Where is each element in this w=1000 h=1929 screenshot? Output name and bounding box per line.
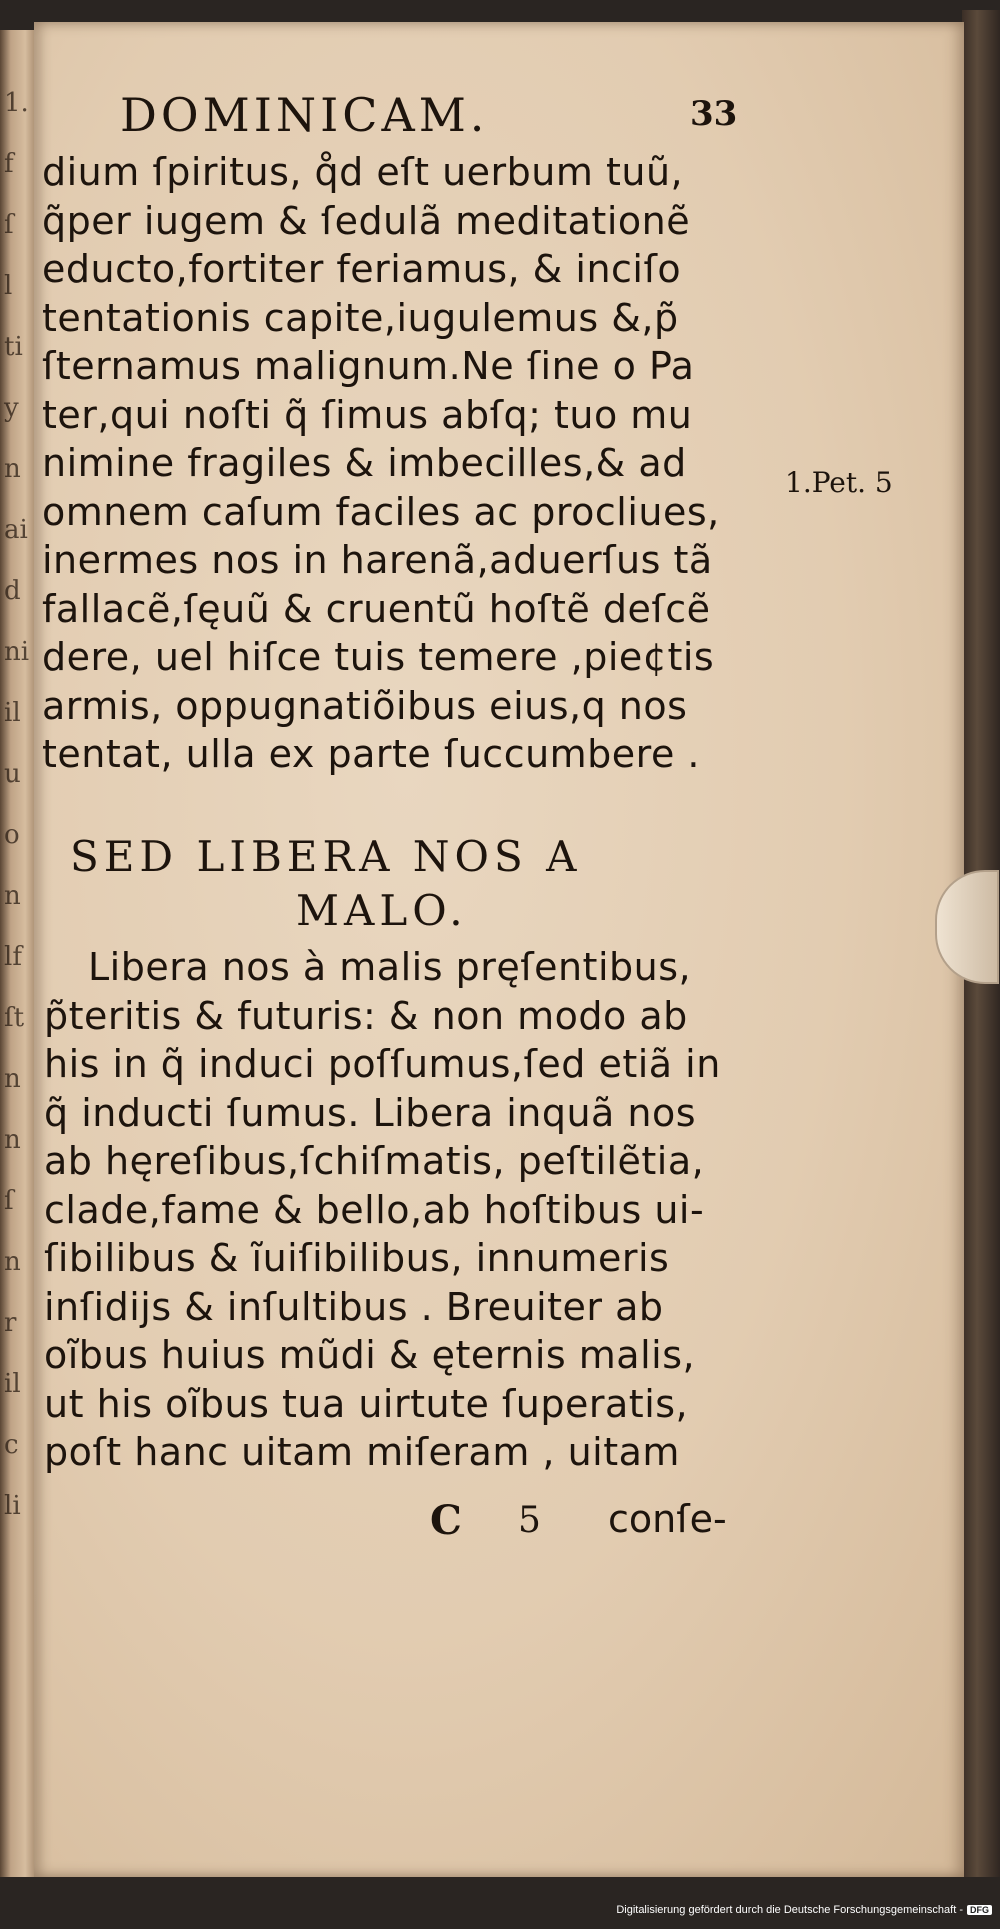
facing-page-glyph: n xyxy=(4,1064,21,1094)
text-line: ut his oĩbus tua uirtute ſuperatis, xyxy=(44,1381,689,1426)
text-line: q̃per iugem & ſedulã meditationẽ xyxy=(42,198,691,243)
facing-page-glyph: f xyxy=(4,149,14,179)
facing-page-glyph: ſ xyxy=(4,1186,14,1216)
text-line: oĩbus huius mũdi & ęternis malis, xyxy=(44,1333,696,1377)
text-line: ter,qui noſti q̃ ſimus abſq; tuo mu xyxy=(42,392,693,437)
facing-page-glyph: ti xyxy=(4,332,23,362)
text-line: dium ſpiritus, q̊d eſt uerbum tuũ, xyxy=(42,150,684,194)
facing-page-glyph: ni xyxy=(4,637,30,667)
text-line: tentat, ulla ex parte ſuccumbere . xyxy=(42,732,701,776)
facing-page-glyph: lf xyxy=(4,942,22,972)
facing-page-glyph: y xyxy=(4,393,19,423)
facing-page-glyph: il xyxy=(4,698,21,728)
signature-mark: C xyxy=(430,1497,462,1544)
dfg-logo: DFG xyxy=(967,1905,992,1915)
facing-page-glyph: ſt xyxy=(4,1003,25,1033)
text-line: inſidijs & inſultibus . Breuiter ab xyxy=(44,1284,664,1329)
text-line: educto,fortiter feriamus, & inciſo xyxy=(42,247,682,291)
text-line: q̃ inducti ſumus. Libera inquã nos xyxy=(44,1090,697,1135)
scan-footer-band xyxy=(0,1877,1000,1929)
text-line: poſt hanc uitam miſeram , uitam xyxy=(44,1430,680,1474)
facing-page-glyph: n xyxy=(4,454,21,484)
text-line: his in q̃ induci poſſumus,ſed etiã in xyxy=(44,1042,721,1086)
text-line: fallacẽ,ſęuũ & cruentũ hoſtẽ deſcẽ xyxy=(42,586,711,631)
facing-page-glyph: 1. xyxy=(4,88,29,118)
facing-page-glyph: o xyxy=(4,820,20,850)
section-heading-line-1: SED LIBERA NOS A xyxy=(70,832,582,881)
running-head: DOMINICAM. xyxy=(120,88,489,142)
text-line: omnem caſum faciles ac procliues, xyxy=(42,489,720,534)
catchword: conſe- xyxy=(608,1497,727,1541)
margin-note: 1.Pet. 5 xyxy=(785,466,893,499)
text-line: nimine fragiles & imbecilles,& ad xyxy=(42,441,687,485)
text-line: Libera nos à malis pręſentibus, xyxy=(88,945,692,989)
credit-text: Digitalisierung gefördert durch die Deutsche Forschungsgemeinschaft - xyxy=(616,1904,963,1916)
text-line: ſibilibus & ĩuiſibilibus, innumeris xyxy=(44,1236,670,1280)
facing-page-glyph: u xyxy=(4,759,21,789)
facing-page-glyph: li xyxy=(4,1491,21,1521)
facing-page-glyph: n xyxy=(4,881,21,911)
digitization-credit xyxy=(616,1904,992,1916)
text-line: ab hęreſibus,ſchiſmatis, peſtilẽtia, xyxy=(44,1139,705,1183)
page-number: 33 xyxy=(690,94,738,134)
text-line: clade,fame & bello,ab hoſtibus ui- xyxy=(44,1187,705,1232)
facing-page-glyph: n xyxy=(4,1247,21,1277)
text-line: ſternamus malignum.Ne ſine o Pa xyxy=(42,344,695,388)
text-line: tentationis capite,iugulemus &,p͂ xyxy=(42,295,679,340)
facing-page-glyph: ſ xyxy=(4,210,14,240)
signature-number: 5 xyxy=(518,1500,541,1541)
text-line: inermes nos in harenã,aduerſus tã xyxy=(42,538,713,582)
text-line: armis, oppugnatiõibus eius,q nos xyxy=(42,683,688,728)
section-heading-line-2: MALO. xyxy=(296,886,468,935)
facing-page-glyph: il xyxy=(4,1369,21,1399)
facing-page-glyph: ai xyxy=(4,515,28,545)
facing-page-glyph: n xyxy=(4,1125,21,1155)
facing-page-glyph: c xyxy=(4,1430,19,1460)
facing-page-glyph: d xyxy=(4,576,21,606)
text-line: p̃teritis & futuris: & non modo ab xyxy=(44,993,688,1038)
facing-page-glyph: r xyxy=(4,1308,17,1338)
facing-page-glyph: l xyxy=(4,271,13,301)
text-line: dere, uel hiſce tuis temere ,pie¢tis xyxy=(42,635,715,679)
